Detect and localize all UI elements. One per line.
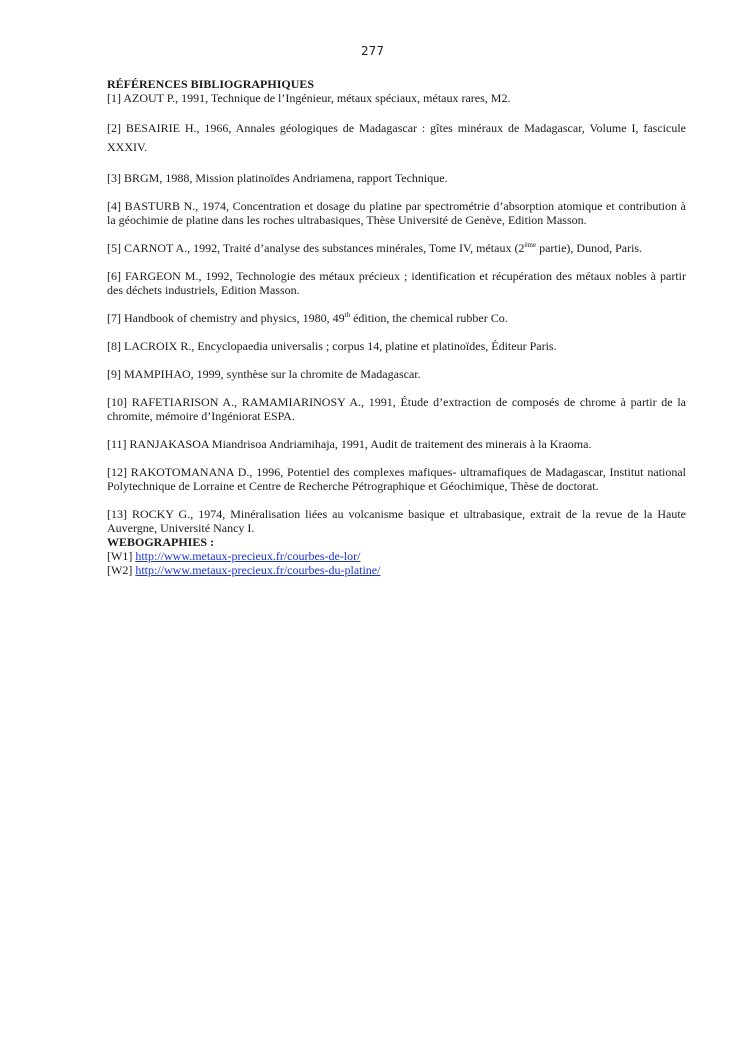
- document-body: [107, 77, 686, 577]
- reference-item-1: [1] AZOUT P., 1991, Technique de l’Ingénieur, métaux spéciaux, métaux rares, M2.: [107, 91, 511, 105]
- webography-label-1: [W1]: [107, 549, 133, 563]
- webography-link-2[interactable]: http://www.metaux-precieux.fr/courbes-du-platine/: [135, 563, 381, 577]
- webographies-heading: WEBOGRAPHIES :: [107, 535, 215, 549]
- references-heading: RÉFÉRENCES BIBLIOGRAPHIQUES: [107, 77, 315, 91]
- reference-item-4: [4] BASTURB N., 1974, Concentration et dosage du platine par spectrométrie d’absorption atomique et contribution à la géochimie de platine dans les roches ultrabasiques, Thèse Université de Genève, Edition Masson.: [107, 199, 686, 227]
- reference-item-5-text-end: partie), Dunod, Paris.: [536, 241, 643, 255]
- webography-label-2: [W2]: [107, 563, 133, 577]
- reference-item-11: [11] RANJAKASOA Miandrisoa Andriamihaja, 1991, Audit de traitement des minerais à la Kraoma.: [107, 437, 592, 451]
- reference-item-6: [6] FARGEON M., 1992, Technologie des métaux précieux ; identification et récupération des métaux nobles à partir des déchets industriels, Edition Masson.: [107, 269, 686, 297]
- reference-item-7-superscript: th: [344, 311, 351, 319]
- reference-item-5: [107, 241, 686, 255]
- reference-item-7-text: [7] Handbook of chemistry and physics, 1980, 49: [107, 311, 345, 325]
- webography-item-1: [107, 549, 686, 563]
- reference-item-2: [2] BESAIRIE H., 1966, Annales géologiques de Madagascar : gîtes minéraux de Madagascar, Volume I, fascicule XXXIV.: [107, 121, 686, 154]
- reference-item-7-text-end: édition, the chemical rubber Co.: [350, 311, 508, 325]
- reference-item-12: [12] RAKOTOMANANA D., 1996, Potentiel des complexes mafiques- ultramafiques de Madagascar, Institut national Polytechnique de Lorraine et Centre de Recherche Pétrographique et Géochimique, Thèse de doctorat.: [107, 465, 686, 493]
- reference-item-13: [13] ROCKY G., 1974, Minéralisation liées au volcanisme basique et ultrabasique, extrait de la revue de la Haute Auvergne, Université Nancy I.: [107, 507, 686, 535]
- reference-item-7: [107, 311, 686, 325]
- reference-item-3: [3] BRGM, 1988, Mission platinoïdes Andriamena, rapport Technique.: [107, 171, 448, 185]
- reference-item-5-superscript: ème: [524, 241, 537, 249]
- reference-item-8: [8] LACROIX R., Encyclopaedia universalis ; corpus 14, platine et platinoïdes, Éditeur Paris.: [107, 339, 557, 353]
- reference-item-5-text: [5] CARNOT A., 1992, Traité d’analyse des substances minérales, Tome IV, métaux (2: [107, 241, 525, 255]
- reference-item-9: [9] MAMPIHAO, 1999, synthèse sur la chromite de Madagascar.: [107, 367, 421, 381]
- reference-item-10: [10] RAFETIARISON A., RAMAMIARINOSY A., 1991, Étude d’extraction de composés de chrome à partir de la chromite, mémoire d’Ingéniorat ESPA.: [107, 395, 686, 423]
- webography-link-1[interactable]: http://www.metaux-precieux.fr/courbes-de-lor/: [135, 549, 361, 563]
- page-number: 277: [361, 44, 384, 58]
- webography-item-2: [107, 563, 686, 577]
